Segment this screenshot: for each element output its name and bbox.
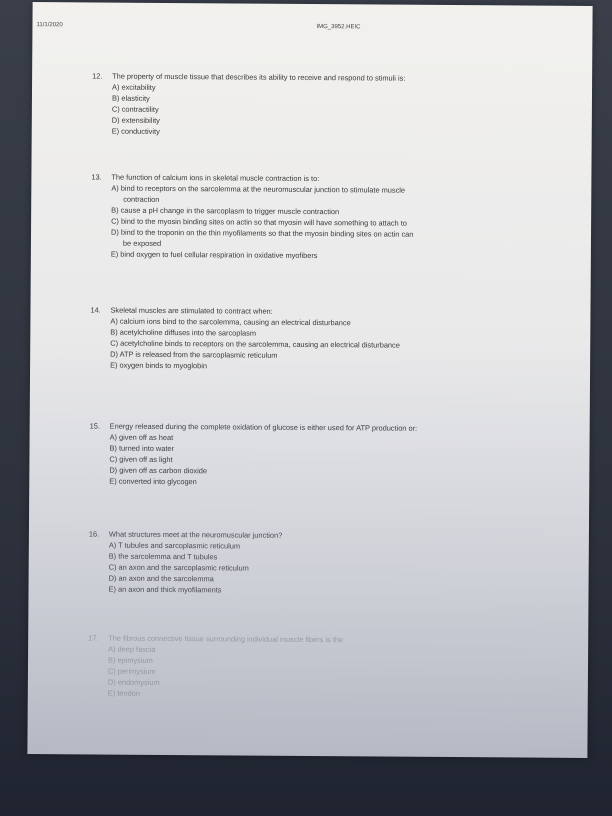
answer-option-continued: contraction: [123, 194, 160, 204]
question-14: [90, 304, 570, 373]
question-15: [89, 420, 569, 489]
answer-option: C) an axon and the sarcoplasmic reticulum: [108, 562, 249, 573]
answer-option: E) converted into glycogen: [109, 476, 197, 487]
question-16: [88, 528, 568, 597]
answer-option: A) deep fascia: [108, 644, 156, 654]
answer-option: B) cause a pH change in the sarcoplasm to trigger muscle contraction: [111, 205, 340, 217]
answer-option: C) given off as light: [109, 454, 173, 465]
question-number: 17.: [88, 633, 99, 643]
answer-option: C) contractility: [111, 104, 159, 114]
answer-option: A) excitability: [112, 82, 156, 92]
answer-option: B) elasticity: [111, 93, 150, 103]
question-number: 14.: [90, 305, 101, 315]
question-text: What structures meet at the neuromuscular junction?: [108, 529, 283, 540]
answer-option: B) acetylcholine diffuses into the sarcoplasm: [110, 327, 257, 338]
answer-option: D) given off as carbon dioxide: [109, 465, 208, 476]
question-text: Skeletal muscles are stimulated to contract when:: [110, 305, 273, 316]
answer-option-continued: be exposed: [122, 238, 162, 248]
question-13: [91, 171, 572, 262]
answer-option: B) the sarcolemma and T tubules: [108, 551, 218, 562]
answer-option: E) conductivity: [111, 126, 160, 136]
question-12: [92, 70, 572, 139]
answer-option: B) epimysium: [108, 655, 153, 665]
question-number: 15.: [89, 421, 100, 431]
answer-option: E) tendon: [107, 688, 140, 698]
question-number: 13.: [91, 172, 102, 182]
question-number: 12.: [92, 71, 103, 81]
answer-option: E) bind oxygen to fuel cellular respiration in oxidative myofibers: [110, 249, 318, 261]
question-text: The fibrous connective tissue surrounding individual muscle fibers is the: [108, 633, 344, 645]
paper-sheet: [27, 2, 592, 758]
print-filename: IMG_3952.HEIC: [316, 24, 361, 31]
question-text: The function of calcium ions in skeletal muscle contraction is to:: [111, 172, 320, 184]
answer-option: C) acetylcholine binds to receptors on the sarcolemma, causing an electrical disturbance: [110, 338, 400, 350]
answer-option: D) bind to the troponin on the thin myofilaments so that the myosin binding sites on actin can: [110, 227, 414, 239]
answer-option: C) perimysium: [107, 666, 156, 676]
answer-option: B) turned into water: [109, 443, 175, 454]
answer-option: A) T tubules and sarcoplasmic reticulum: [108, 540, 241, 551]
question-17: [88, 632, 568, 701]
answer-option: D) extensibility: [111, 115, 160, 125]
answer-option: A) bind to receptors on the sarcolemma at the neuromuscular junction to stimulate muscle: [111, 183, 406, 195]
question-number: 16.: [88, 529, 100, 539]
answer-option: C) bind to the myosin binding sites on actin so that myosin will have something to attach to: [111, 216, 407, 228]
answer-option: E) an axon and thick myofilaments: [108, 584, 222, 595]
answer-option: D) an axon and the sarcolemma: [108, 573, 214, 584]
question-text: The property of muscle tissue that describes its ability to receive and respond to stimuli is:: [112, 71, 406, 83]
answer-option: A) given off as heat: [109, 432, 174, 443]
print-date: 11/1/2020: [36, 22, 63, 29]
answer-option: D) ATP is released from the sarcoplasmic reticulum: [110, 349, 278, 360]
question-text: Energy released during the complete oxidation of glucose is either used for ATP production or:: [109, 421, 418, 433]
answer-option: D) endomysium: [107, 677, 160, 687]
answer-option: E) oxygen binds to myoglobin: [110, 360, 208, 371]
answer-option: A) calcium ions bind to the sarcolemma, causing an electrical disturbance: [110, 316, 351, 328]
